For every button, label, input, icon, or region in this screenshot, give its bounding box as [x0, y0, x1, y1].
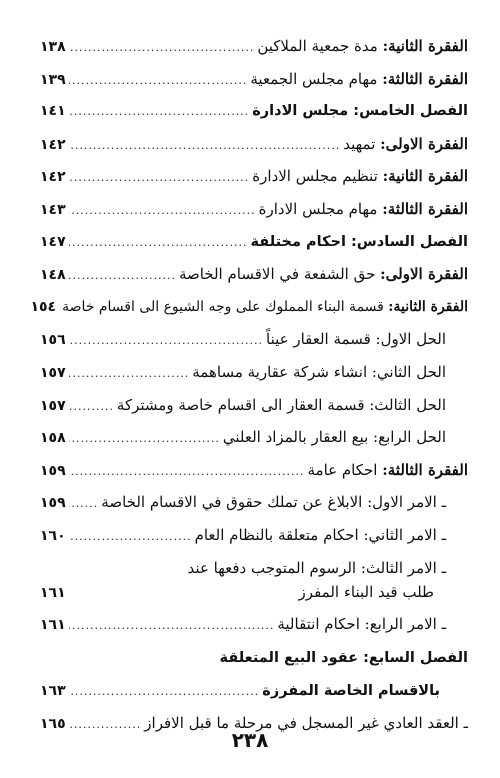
toc-entry-label: الفقرة الثانية: قسمة البناء المملوك على وجه الشيوع الى اقسام خاصة	[62, 298, 468, 315]
toc-chapter-label: الفصل الخامس: مجلس الادارة	[252, 103, 468, 120]
toc-entry-label: الفقرة الثانية: تنظيم مجلس الادارة	[252, 167, 468, 186]
toc-entry-label: ـ الامر الثالث: الرسوم المتوجب دفعها عند	[187, 558, 446, 577]
toc-entry-page: ١٦١	[40, 584, 66, 601]
toc-entry-page: ١٥٩	[40, 495, 66, 512]
toc-chapter	[40, 226, 468, 259]
toc-entry-page: ١٤٢	[40, 136, 66, 153]
toc-entry	[40, 160, 468, 193]
toc-entry	[40, 323, 468, 356]
toc-entry-page: ١٥٧	[40, 364, 66, 381]
toc-entry-page: ١٣٩	[40, 71, 66, 88]
toc-chapter	[40, 95, 468, 128]
toc-entry-label: ـ العقد العادي غير المسجل في مرحلة ما قبل الافراز	[144, 714, 468, 733]
toc-entry-label-continued: طلب قيد البناء المفرز	[298, 582, 434, 601]
toc-entry-label: ـ الامر الرابع: احكام انتقالية	[277, 614, 446, 633]
toc-entry-page: ١٤١	[40, 103, 66, 120]
toc-entry-page: ١٦٠	[40, 527, 66, 544]
toc-entry-label: الحل الثالث: قسمة العقار الى اقسام خاصة ومشتركة	[116, 395, 446, 414]
toc-entry-page: ١٥٤	[30, 298, 57, 315]
toc-entry-page: ١٤٧	[40, 233, 66, 250]
toc-entry-continued	[40, 580, 468, 608]
toc-entry-label: الحل الثاني: انشاء شركة عقارية مساهمة	[192, 362, 446, 381]
toc-entry-page: ١٦١	[40, 616, 66, 633]
toc-entry	[40, 193, 468, 226]
toc-entry	[40, 30, 468, 63]
toc-entry-page: ١٣٨	[40, 39, 66, 55]
toc-entry-label: الحل الاول: قسمة العقار عيناً	[266, 330, 446, 349]
toc-entry-label: الفقرة الثالثة: احكام عامة	[307, 460, 468, 479]
toc-entry-page: ١٦٣	[40, 682, 66, 699]
toc-entry	[40, 454, 468, 487]
toc-entry-page: ١٥٧	[40, 397, 66, 414]
toc-entry	[40, 63, 468, 96]
toc-chapter-continued	[40, 675, 468, 708]
toc-entry	[40, 389, 468, 422]
table-of-contents	[30, 30, 468, 740]
page-number: ٢٣٨	[231, 728, 269, 752]
toc-entry-label: الفقرة الثانية: مدة جمعية الملاكين	[257, 37, 468, 55]
toc-entry-label: ـ الامر الثاني: احكام متعلقة بالنظام العام	[194, 525, 446, 544]
toc-entry-label: الفقرة الثالثة: مهام مجلس الجمعية	[250, 69, 468, 88]
toc-entry-label: الفقرة الاولى: حق الشفعة في الاقسام الخاصة	[178, 265, 468, 284]
toc-entry	[40, 556, 468, 580]
toc-entry-page: ١٦٥	[40, 716, 66, 733]
toc-entry-label: الحل الرابع: بيع العقار بالمزاد العلني	[222, 428, 446, 447]
toc-entry	[40, 356, 468, 389]
toc-entry	[40, 608, 468, 641]
toc-entry-label: الفقرة الاولى: تمهيد	[343, 134, 468, 153]
toc-entry	[40, 519, 468, 552]
toc-entry-page: ١٤٨	[40, 267, 66, 284]
toc-chapter-label: الفصل السابع: عقود البيع المتعلقة	[219, 650, 468, 667]
toc-entry-page: ١٤٣	[40, 201, 66, 218]
toc-chapter	[40, 642, 468, 675]
toc-entry	[40, 128, 468, 161]
toc-entry-page: ١٥٦	[40, 332, 66, 349]
toc-entry-page: ١٤٢	[40, 169, 66, 186]
toc-chapter-label-continued: بالاقسام الخاصة المفرزة	[262, 682, 440, 699]
toc-chapter-label: الفصل السادس: احكام مختلفة	[250, 233, 468, 250]
toc-entry	[40, 421, 468, 454]
toc-entry-label: الفقرة الثالثة: مهام مجلس الادارة	[258, 199, 468, 218]
toc-entry	[30, 291, 468, 324]
toc-entry-page: ١٥٩	[40, 462, 66, 479]
toc-entry	[40, 258, 468, 291]
toc-entry	[40, 486, 468, 519]
toc-entry-label: ـ الامر الاول: الابلاغ عن تملك حقوق في الاقسام الخاصة	[101, 493, 446, 512]
toc-entry-page: ١٥٨	[40, 430, 66, 447]
